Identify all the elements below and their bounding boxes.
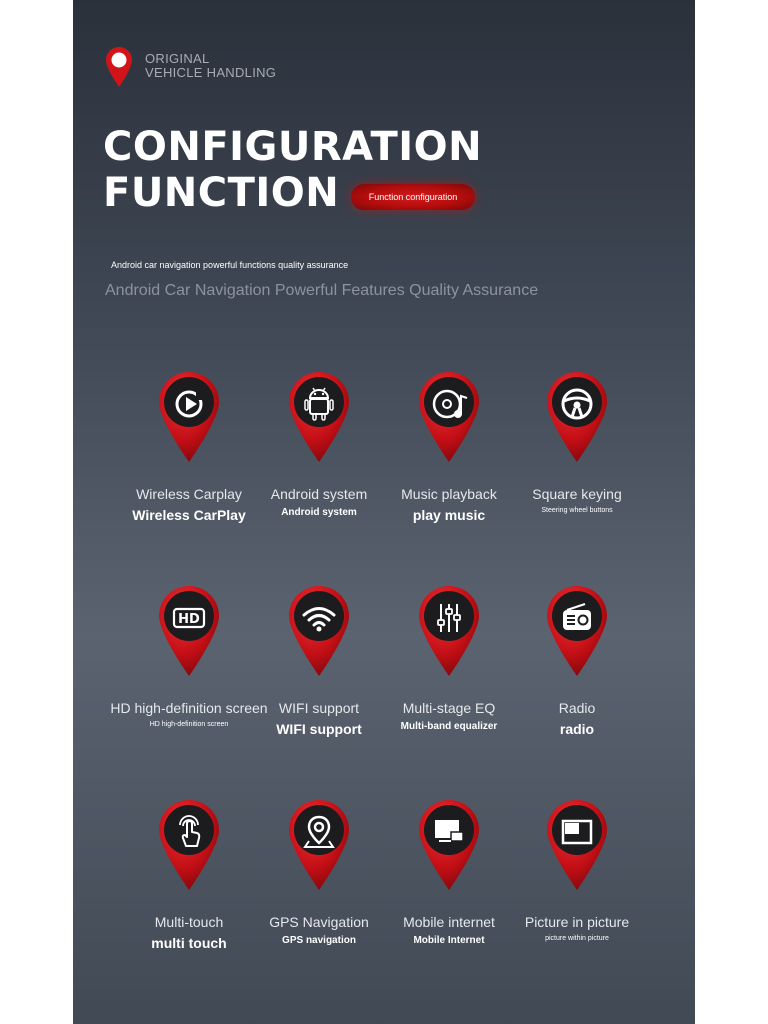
feature-subtitle: Steering wheel buttons — [541, 507, 613, 514]
page-title-line-2: FUNCTION — [103, 170, 340, 216]
radio-icon — [555, 596, 599, 640]
map-pin-badge — [545, 798, 609, 892]
feature-title: Music playback — [401, 486, 497, 502]
brand — [105, 46, 305, 90]
feature-title: Wireless Carplay — [136, 486, 242, 502]
map-pin-badge — [157, 370, 221, 464]
feature-title: WIFI support — [278, 700, 360, 716]
feature-title: Mobile internet — [403, 914, 495, 930]
feature-subtitle: GPS navigation — [282, 935, 356, 946]
feature-subtitle: Multi-band equalizer — [400, 721, 498, 732]
mobile-internet-icon — [427, 810, 471, 854]
feature-title: GPS Navigation — [269, 914, 369, 930]
feature-subtitle: radio — [559, 721, 595, 737]
feature-title: Picture in picture — [524, 914, 630, 930]
map-pin-badge — [545, 370, 609, 464]
subtitle-small: Android car navigation powerful functions quality assurance — [111, 260, 349, 270]
feature-title: HD high-definition screen — [110, 700, 268, 716]
picture-in-picture-icon — [555, 810, 599, 854]
hd-icon — [167, 596, 211, 640]
svg-text:HD: HD — [178, 612, 200, 627]
android-icon — [297, 382, 341, 426]
feature-item — [497, 584, 657, 754]
subtitle-large: Android Car Navigation Powerful Features Quality Assurance — [105, 282, 539, 299]
steering-wheel-icon — [555, 382, 599, 426]
feature-title: Android system — [270, 486, 368, 502]
equalizer-icon — [427, 596, 471, 640]
page-title-line-1: CONFIGURATION — [103, 124, 483, 170]
feature-subtitle: Android system — [281, 507, 357, 518]
wifi-icon — [297, 596, 341, 640]
carplay-icon — [167, 382, 211, 426]
gps-icon — [297, 810, 341, 854]
feature-subtitle: multi touch — [151, 935, 227, 951]
feature-title: Radio — [558, 700, 596, 716]
feature-title: Multi-touch — [154, 914, 224, 930]
music-disc-icon — [427, 382, 471, 426]
brand-line-2: VEHICLE HANDLING — [145, 65, 277, 80]
feature-subtitle: picture within picture — [545, 935, 609, 942]
map-pin-badge — [417, 584, 481, 678]
feature-subtitle: Mobile Internet — [413, 935, 485, 946]
brand-line-1: ORIGINAL — [145, 51, 210, 66]
feature-subtitle: WIFI support — [276, 721, 362, 737]
feature-title: Square keying — [532, 486, 622, 502]
poster-panel — [73, 0, 695, 1024]
brand-text — [145, 52, 276, 80]
map-pin-badge — [545, 584, 609, 678]
feature-subtitle: play music — [412, 507, 486, 523]
feature-subtitle: HD high-definition screen — [149, 721, 229, 728]
map-pin-badge — [417, 798, 481, 892]
touch-icon — [167, 810, 211, 854]
map-pin-badge — [417, 370, 481, 464]
feature-title: Multi-stage EQ — [402, 700, 496, 716]
feature-subtitle: Wireless CarPlay — [132, 507, 246, 523]
map-pin-badge — [157, 798, 221, 892]
map-pin-badge — [287, 370, 351, 464]
function-configuration-badge: Function configuration — [351, 184, 475, 210]
feature-item — [497, 370, 657, 540]
map-pin-badge — [157, 584, 221, 678]
location-pin-icon — [105, 46, 133, 88]
map-pin-badge — [287, 798, 351, 892]
map-pin-badge — [287, 584, 351, 678]
feature-item — [497, 798, 657, 968]
